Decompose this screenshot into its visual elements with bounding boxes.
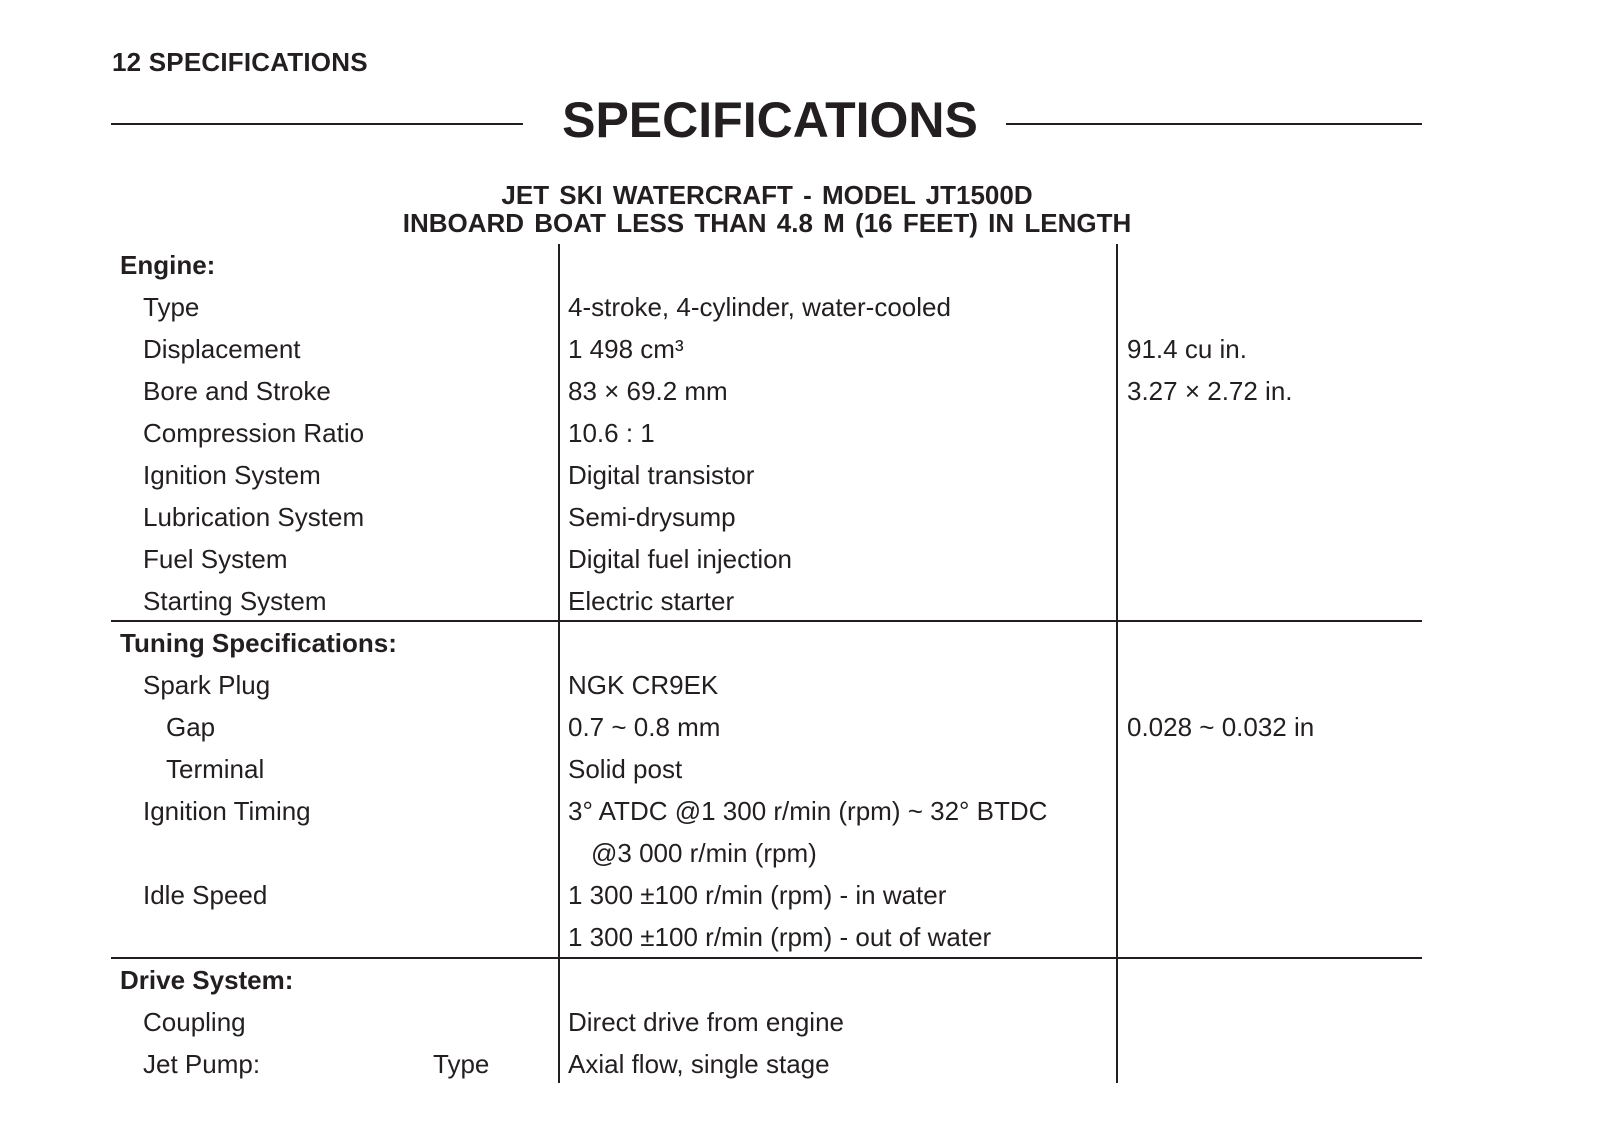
section-title: Engine: <box>120 250 216 280</box>
title-rule-left <box>111 123 523 125</box>
table-row <box>0 328 1600 370</box>
table-row <box>0 748 1600 790</box>
page-title: SPECIFICATIONS <box>562 92 978 148</box>
table-row <box>0 790 1600 832</box>
spec-metric-value: Electric starter <box>568 586 735 616</box>
spec-metric-value: Semi-drysump <box>568 502 736 532</box>
spec-label: Jet Pump: <box>143 1049 261 1079</box>
section-heading-drive <box>0 959 1600 1001</box>
section-heading-tuning <box>0 622 1600 664</box>
table-row <box>0 286 1600 328</box>
spec-metric-value: 1 498 cm³ <box>568 334 684 364</box>
spec-label: Type <box>143 292 200 322</box>
spec-label: Compression Ratio <box>143 418 365 448</box>
spec-label: Displacement <box>143 334 301 364</box>
spec-imperial-value: 0.028 ~ 0.032 in <box>1127 712 1315 742</box>
spec-label: Lubrication System <box>143 502 365 532</box>
table-row <box>0 370 1600 412</box>
spec-metric-value: 1 300 ±100 r/min (rpm) - in water <box>568 880 947 910</box>
spec-metric-value: 83 × 69.2 mm <box>568 376 728 406</box>
subtitle-model: JET SKI WATERCRAFT - MODEL JT1500D <box>501 180 1033 210</box>
spec-label: Idle Speed <box>143 880 268 910</box>
spec-imperial-value: 91.4 cu in. <box>1127 334 1247 364</box>
title-rule-right <box>1006 123 1422 125</box>
section-title: Tuning Specifications: <box>120 628 397 658</box>
table-row <box>0 874 1600 916</box>
spec-label: Spark Plug <box>143 670 271 700</box>
spec-metric-value: @3 000 r/min (rpm) <box>591 838 817 868</box>
spec-label: Coupling <box>143 1007 246 1037</box>
spec-metric-value: 4-stroke, 4-cylinder, water-cooled <box>568 292 951 322</box>
spec-metric-value: Digital fuel injection <box>568 544 793 574</box>
spec-imperial-value: 3.27 × 2.72 in. <box>1127 376 1293 406</box>
spec-metric-value: Solid post <box>568 754 683 784</box>
spec-metric-value: 10.6 : 1 <box>568 418 655 448</box>
spec-metric-value: 1 300 ±100 r/min (rpm) - out of water <box>568 922 992 952</box>
spec-label: Bore and Stroke <box>143 376 331 406</box>
spec-label: Terminal <box>166 754 265 784</box>
spec-metric-value: NGK CR9EK <box>568 670 719 700</box>
spec-label: Starting System <box>143 586 327 616</box>
spec-label: Ignition System <box>143 460 321 490</box>
section-title: Drive System: <box>120 965 294 995</box>
spec-label: Gap <box>166 712 216 742</box>
spec-metric-value: Direct drive from engine <box>568 1007 844 1037</box>
table-row <box>0 412 1600 454</box>
table-row <box>0 706 1600 748</box>
table-row <box>0 832 1600 874</box>
table-row <box>0 538 1600 580</box>
subtitle-boat-class: INBOARD BOAT LESS THAN 4.8 M (16 FEET) IN LENGTH <box>402 208 1132 238</box>
table-row <box>0 1001 1600 1043</box>
table-row <box>0 664 1600 706</box>
spec-label: Fuel System <box>143 544 288 574</box>
table-row <box>0 1043 1600 1085</box>
spec-metric-value: 0.7 ~ 0.8 mm <box>568 712 721 742</box>
spec-metric-value: Axial flow, single stage <box>568 1049 830 1079</box>
section-heading-engine <box>0 244 1600 286</box>
table-row <box>0 580 1600 622</box>
table-subtitle <box>112 181 1422 237</box>
page-header: 12 SPECIFICATIONS <box>112 47 368 77</box>
spec-metric-value: 3° ATDC @1 300 r/min (rpm) ~ 32° BTDC <box>568 796 1048 826</box>
spec-label: Ignition Timing <box>143 796 311 826</box>
spec-sublabel: Type <box>433 1049 490 1079</box>
table-row <box>0 454 1600 496</box>
table-row <box>0 916 1600 958</box>
spec-metric-value: Digital transistor <box>568 460 755 490</box>
table-row <box>0 496 1600 538</box>
